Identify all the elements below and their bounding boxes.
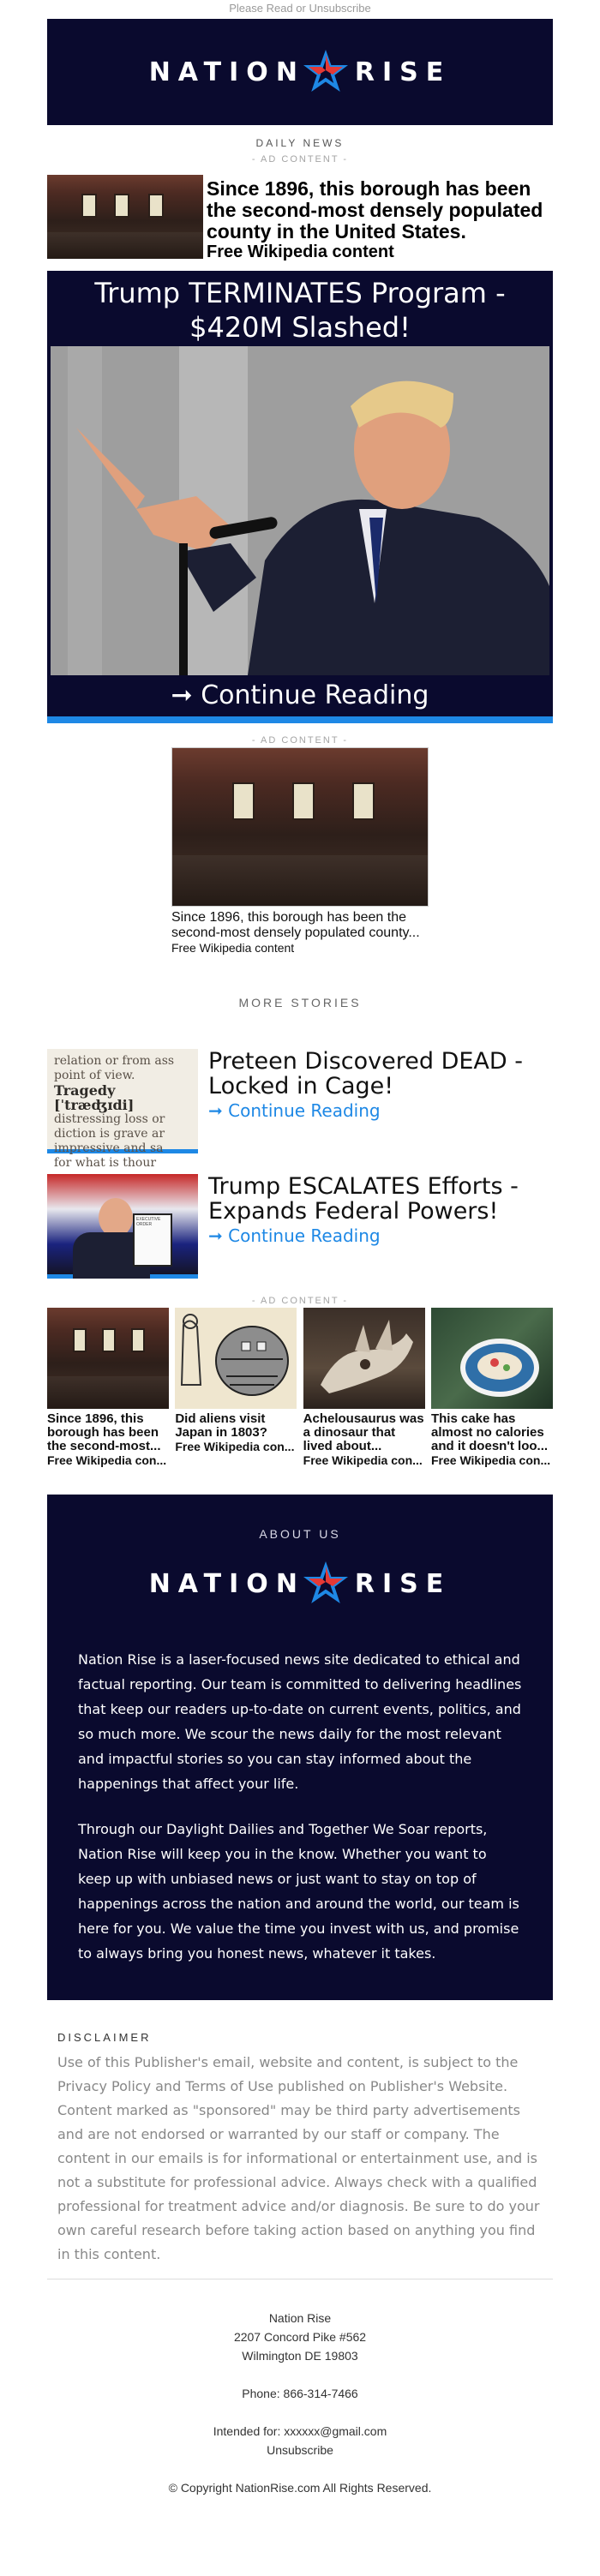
about-heading: ABOUT US bbox=[259, 1527, 341, 1541]
hero-photo[interactable] bbox=[51, 346, 549, 675]
hero-title[interactable]: Trump TERMINATES Program - $420M Slashed! bbox=[94, 277, 506, 344]
dictionary-text: point of view. bbox=[54, 1069, 135, 1082]
dictionary-text: diction is grave ar bbox=[54, 1127, 165, 1141]
ufo-woodblock-photo[interactable] bbox=[175, 1308, 297, 1409]
footer-intended-for: Intended for: xxxxxx@gmail.com bbox=[213, 2424, 387, 2438]
brand-logo[interactable] bbox=[149, 53, 452, 91]
brand-right: RISE bbox=[354, 57, 452, 87]
ad-source: Free Wikipedia con... bbox=[303, 1453, 423, 1467]
story-item[interactable] bbox=[47, 1174, 553, 1279]
masthead bbox=[47, 19, 553, 125]
ad-headline[interactable]: This cake has almost no calories and it doesn't loo... bbox=[430, 1411, 549, 1453]
dictionary-text: impressive and sa bbox=[54, 1141, 164, 1155]
cake-photo[interactable] bbox=[431, 1308, 553, 1409]
story-item[interactable] bbox=[47, 1048, 553, 1170]
about-paragraph: Nation Rise is a laser-focused news site dedicated to ethical and factual reporting. Our team is committed to delivering headlines that keep our readers up-to-date on current events, politics, and so much more. We scour the news daily for the most relevant and impactful stories so you can stay informed about the happenings that affect your life. bbox=[78, 1651, 522, 1792]
signed-document bbox=[133, 1213, 172, 1267]
ad-card[interactable] bbox=[47, 1308, 169, 1467]
ad-card[interactable] bbox=[431, 1308, 553, 1467]
ad-headline[interactable]: Since 1896, this borough has been the second-most densely populated county in the United States. bbox=[207, 177, 543, 243]
section-daily-news: DAILY NEWS bbox=[255, 137, 345, 149]
footer-phone: Phone: 866-314-7466 bbox=[242, 2387, 358, 2400]
about-paragraph: Through our Daylight Dailies and Together We Soar reports, Nation Rise will keep you in the know. Whether you want to keep up with unbiased news or just want to stay on top of happenings across the nation and around the world, our team is here for you. We value the time you invest with us, and promise to always bring you honest news, whatever it takes. bbox=[78, 1821, 519, 1962]
ad-headline[interactable]: Since 1896, this borough has been the second-most densely populated county... bbox=[171, 910, 420, 940]
section-more-stories: MORE STORIES bbox=[238, 996, 362, 1009]
ad-source: Free Wikipedia content bbox=[207, 243, 394, 261]
hero-story[interactable] bbox=[47, 271, 553, 723]
story-title[interactable]: Preteen Discovered DEAD - Locked in Cage! bbox=[208, 1048, 524, 1099]
story-continue-reading[interactable]: ➞ Continue Reading bbox=[208, 1225, 381, 1246]
footer-address: Wilmington DE 19803 bbox=[242, 2349, 358, 2363]
ad-card[interactable] bbox=[175, 1308, 297, 1467]
brand-left: NATION bbox=[148, 57, 305, 87]
story-continue-reading[interactable]: ➞ Continue Reading bbox=[208, 1100, 381, 1121]
dinosaur-skull-photo[interactable] bbox=[303, 1308, 425, 1409]
ad-grid bbox=[47, 1308, 553, 1467]
ad-label: - AD CONTENT - bbox=[251, 1296, 349, 1306]
ad-label: - AD CONTENT - bbox=[251, 735, 349, 746]
ad-headline[interactable]: Did aliens visit Japan in 1803? bbox=[175, 1411, 267, 1440]
townhouse-photo[interactable] bbox=[47, 1308, 169, 1409]
townhouse-photo[interactable] bbox=[171, 747, 429, 907]
footer-address: 2207 Concord Pike #562 bbox=[233, 2330, 367, 2344]
ad-headline[interactable]: Achelousaurus was a dinosaur that lived about... bbox=[303, 1411, 424, 1453]
about-section bbox=[47, 1495, 553, 2000]
ad-headline[interactable]: Since 1896, this borough has been the second-most... bbox=[47, 1411, 161, 1453]
story-thumbnail-signing[interactable] bbox=[47, 1174, 198, 1279]
ad-source: Free Wikipedia con... bbox=[175, 1440, 295, 1453]
ad-source: Free Wikipedia con... bbox=[47, 1453, 167, 1467]
townhouse-photo[interactable] bbox=[47, 175, 203, 259]
ad-label: - AD CONTENT - bbox=[251, 154, 349, 165]
disclaimer-section bbox=[47, 2000, 553, 2279]
dictionary-text: distressing loss or bbox=[54, 1112, 165, 1126]
disclaimer-text: Use of this Publisher's email, website and content, is subject to the Privacy Policy and Terms of Use published on Publisher's Website. Content marked as "sponsored" may be third party advertisements and are not endorsed or warranted by our staff or company. The content in our emails is for informational or entertainment use, and is not a substitute for professional advice. Always check with a qualified professional for treatment advice and/or diagnosis. Be sure to do your own careful research before taking action based on anything you find in this content. bbox=[57, 2054, 540, 2262]
footer-copyright: © Copyright NationRise.com All Rights Reserved. bbox=[168, 2481, 432, 2495]
disclaimer-heading: DISCLAIMER bbox=[57, 2031, 152, 2044]
unsubscribe-link[interactable]: Unsubscribe bbox=[267, 2443, 333, 2457]
ad-card[interactable] bbox=[303, 1308, 425, 1467]
speaker-illustration bbox=[51, 346, 549, 675]
brand-left: NATION bbox=[148, 1568, 305, 1599]
ad-top[interactable] bbox=[47, 175, 553, 259]
email-container bbox=[47, 0, 553, 2523]
star-logo-icon bbox=[307, 53, 345, 91]
dictionary-text: for what is thour bbox=[54, 1156, 157, 1170]
hero-continue-reading[interactable]: ➞ Continue Reading bbox=[171, 680, 429, 710]
ad-source: Free Wikipedia con... bbox=[430, 1453, 551, 1467]
footer bbox=[47, 2279, 553, 2523]
brand-right: RISE bbox=[354, 1568, 452, 1599]
brand-logo[interactable] bbox=[78, 1565, 522, 1603]
document-label: EXECUTIVE ORDER bbox=[136, 1217, 161, 1227]
dictionary-word: Tragedy bbox=[54, 1082, 116, 1099]
ad-middle[interactable] bbox=[171, 747, 429, 955]
story-thumbnail-dictionary[interactable] bbox=[47, 1049, 198, 1170]
ad-source: Free Wikipedia content bbox=[171, 941, 295, 955]
dictionary-text: [ˈtræʤɪdi] bbox=[54, 1097, 135, 1113]
footer-company: Nation Rise bbox=[268, 2311, 332, 2325]
preheader-link[interactable]: Please Read or Unsubscribe bbox=[229, 2, 371, 15]
dictionary-text: relation or from ass bbox=[54, 1054, 175, 1068]
story-title[interactable]: Trump ESCALATES Efforts - Expands Federal Powers! bbox=[208, 1173, 519, 1225]
star-logo-icon bbox=[307, 1565, 345, 1603]
